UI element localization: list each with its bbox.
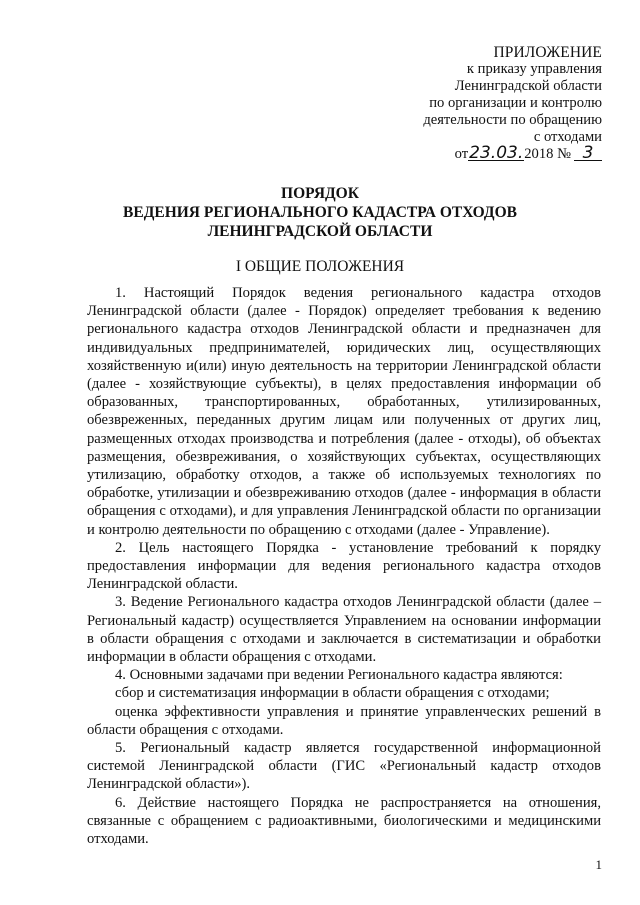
- document-body: [87, 284, 601, 848]
- paragraph: оценка эффективности управления и принятие управленческих решений в области обращения с отходами.: [87, 703, 601, 738]
- page-number: 1: [595, 857, 602, 872]
- order-year: 2018 №: [524, 146, 571, 162]
- annex-line: с отходами: [533, 129, 602, 145]
- annex-line: к приказу управления: [466, 61, 602, 77]
- annex-heading: ПРИЛОЖЕНИЕ: [493, 44, 602, 61]
- handwritten-date: 23.03.: [469, 143, 524, 163]
- annex-block: [423, 44, 602, 163]
- paragraph: 3. Ведение Регионального кадастра отходов Ленинградской области (далее – Региональный кадастр) осуществляется Управлением на основании информации в области обращения с отходами и заключается в систематизации и обработки информации в области обращения с отходами.: [87, 594, 601, 666]
- document-title: [0, 184, 640, 241]
- handwritten-order-number: 3: [574, 146, 602, 161]
- paragraph: 1. Настоящий Порядок ведения регионального кадастра отходов Ленинградской области (далее - Порядок) определяет требования к ведению регионального кадастра отходов Ленинградской области и предназначен для индивидуальных предпринимателей, юридических лиц, осуществляющих хозяйственную и(или) иную деятельность на территории Ленинградской области (далее - хозяйствующие субъекты), в целях предоставления информации об образованных, транспортированных, обработанных, утилизированных, обезвреженных, переданных другим лицам или полученных от других лиц, размещенных отходах производства и потребления (далее - отходы), об объектах размещения, обезвреживания, о хозяйствующих субъектах, осуществляющих утилизацию, обработку отходов, а также об используемых технологиях по обработке, утилизации и обезвреживанию отходов (далее - информация в области обращения с отходами), и для управления Ленинградской области по организации и контролю деятельности по обращению с отходами (далее - Управление).: [87, 285, 601, 538]
- title-line: ЛЕНИНГРАДСКОЙ ОБЛАСТИ: [207, 223, 433, 240]
- title-line: ВЕДЕНИЯ РЕГИОНАЛЬНОГО КАДАСТРА ОТХОДОВ: [123, 204, 517, 221]
- paragraph: сбор и систематизация информации в области обращения с отходами;: [115, 685, 550, 702]
- annex-line: деятельности по обращению: [423, 112, 602, 128]
- paragraph: 2. Цель настоящего Порядка - установление требований к порядку предоставления информации для ведения регионального кадастра отходов Ленинградской области.: [87, 539, 601, 593]
- order-prefix: от: [454, 146, 469, 162]
- paragraph: 4. Основными задачами при ведении Регионального кадастра являются:: [115, 667, 563, 684]
- annex-line: Ленинградской области: [454, 78, 602, 94]
- paragraph: 5. Региональный кадастр является государственной информационной системой Ленинградской области (ГИС «Региональный кадастр отходов Ленинградской области»).: [87, 740, 601, 793]
- title-line: ПОРЯДОК: [281, 185, 359, 202]
- paragraph: 6. Действие настоящего Порядка не распространяется на отношения, связанные с обращением с радиоактивными, биологическими и медицинскими отходами.: [87, 794, 601, 848]
- order-date-line: [423, 143, 602, 163]
- annex-line: по организации и контролю: [429, 95, 602, 111]
- section-heading: I ОБЩИЕ ПОЛОЖЕНИЯ: [235, 258, 405, 275]
